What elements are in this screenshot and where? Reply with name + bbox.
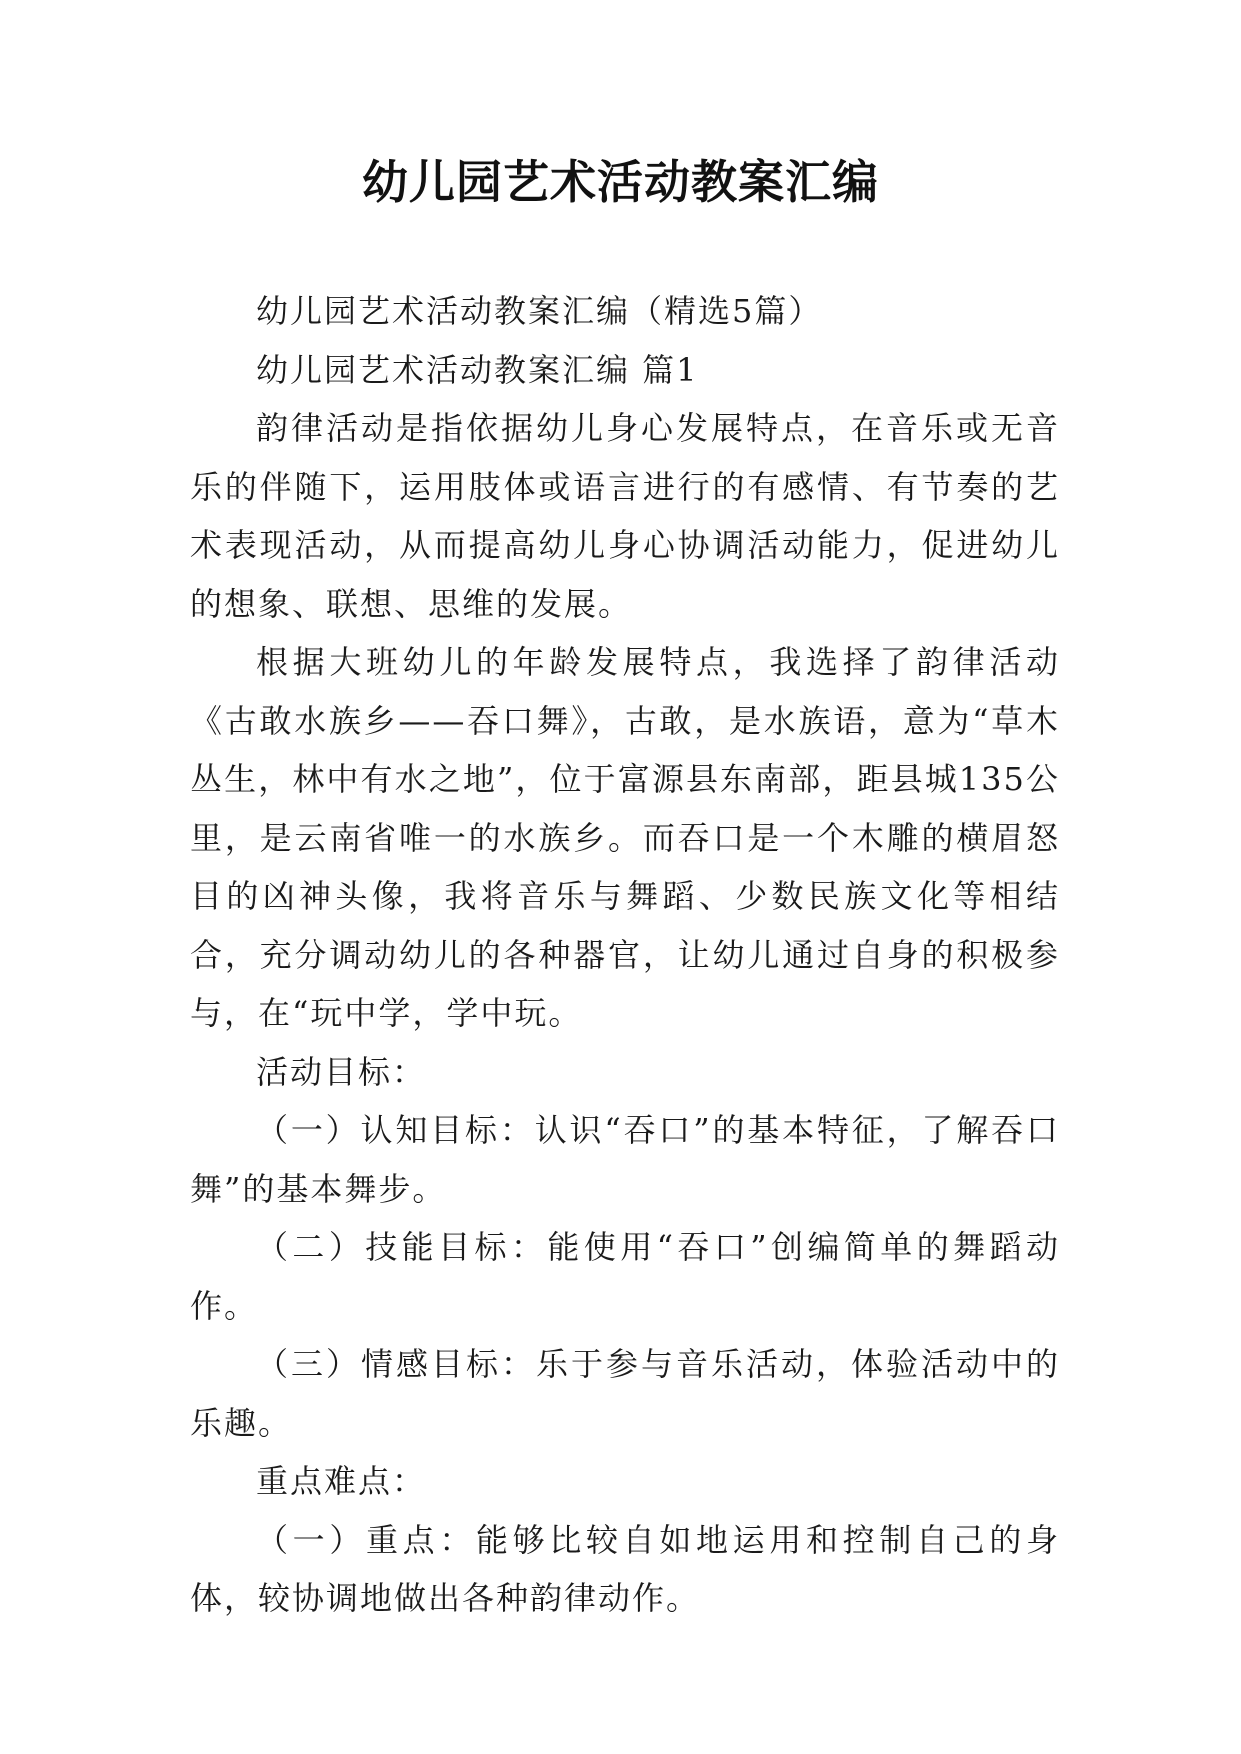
document-body (190, 282, 1060, 1628)
paragraph-keypoints-heading: 重点难点： (256, 1462, 427, 1500)
paragraph-subtitle: 幼儿园艺术活动教案汇编（精选5篇） (256, 292, 823, 330)
paragraph-goal-emotion: （三）情感目标：乐于参与音乐活动，体验活动中的乐趣。 (190, 1345, 1060, 1442)
paragraph-background: 根据大班幼儿的年龄发展特点，我选择了韵律活动《古敢水族乡——吞口舞》，古敢，是水族语，意为“草木丛生，林中有水之地”，位于富源县东南部，距县城135公里，是云南省唯一的水族乡。而吞口是一个木雕的横眉怒目的凶神头像，我将音乐与舞蹈、少数民族文化等相结合，充分调动幼儿的各种器官，让幼儿通过自身的积极参与，在“玩中学，学中玩。 (190, 643, 1060, 1032)
document-title: 幼儿园艺术活动教案汇编 (362, 155, 879, 209)
paragraph-keypoint-1: （一）重点：能够比较自如地运用和控制自己的身体，较协调地做出各种韵律动作。 (190, 1520, 1060, 1617)
paragraph-goal-skill: （二）技能目标：能使用“吞口”创编简单的舞蹈动作。 (190, 1228, 1060, 1325)
paragraph-intro: 韵律活动是指依据幼儿身心发展特点，在音乐或无音乐的伴随下，运用肢体或语言进行的有感情、有节奏的艺术表现活动，从而提高幼儿身心协调活动能力，促进幼儿的想象、联想、思维的发展。 (190, 409, 1060, 623)
paragraph-section-heading: 幼儿园艺术活动教案汇编 篇1 (256, 350, 699, 389)
paragraph-goals-heading: 活动目标： (256, 1052, 427, 1091)
paragraph-goal-cognitive: （一）认知目标：认识“吞口”的基本特征，了解吞口舞”的基本舞步。 (190, 1111, 1060, 1208)
